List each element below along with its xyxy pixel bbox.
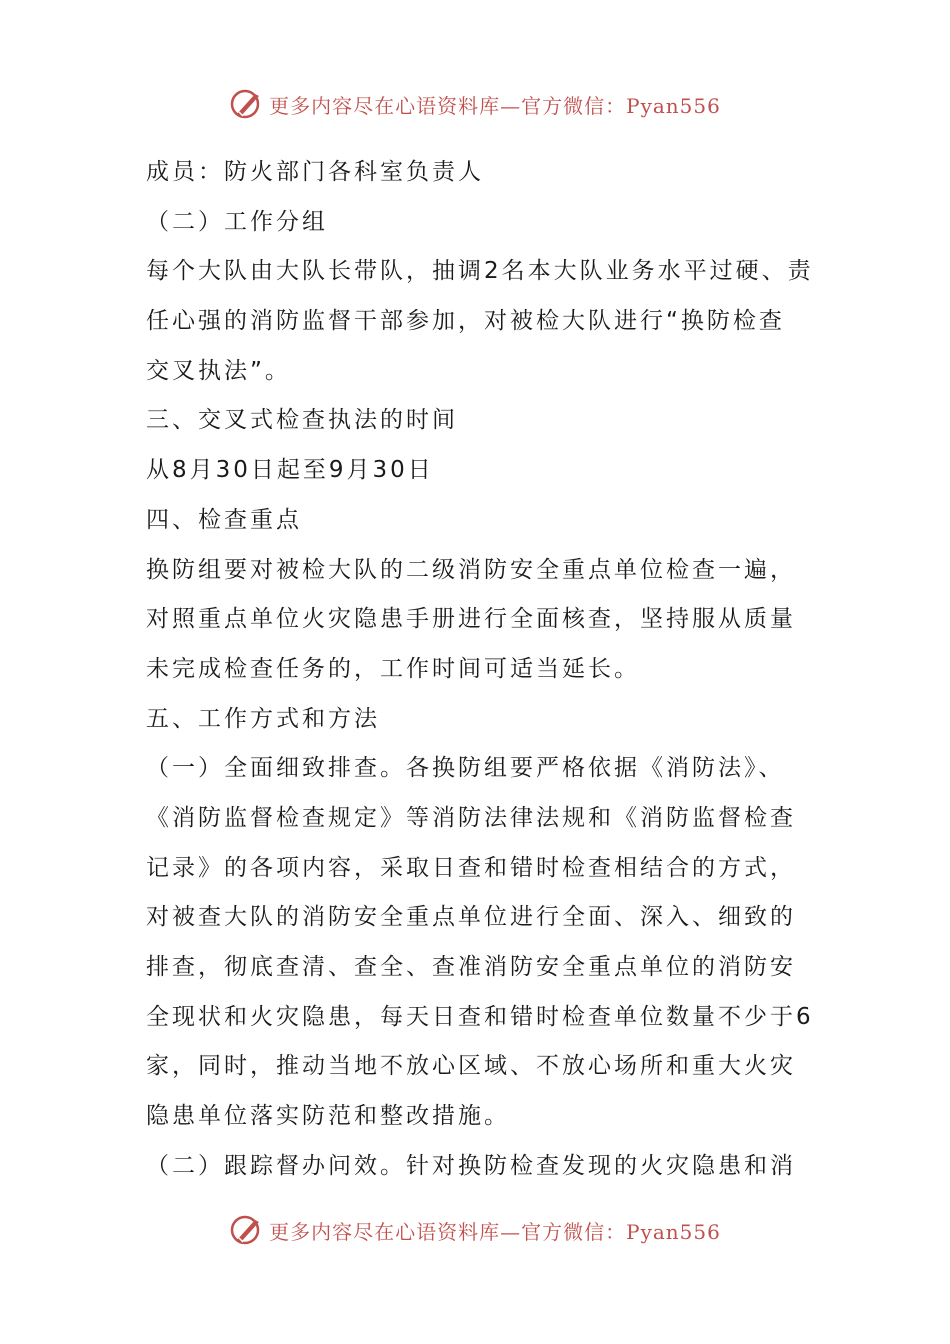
text-line: 四、检查重点 bbox=[146, 506, 302, 533]
header-banner bbox=[0, 84, 950, 124]
text-line: 全现状和火灾隐患，每天日查和错时检查单位数量不少于6 bbox=[146, 1003, 814, 1030]
text-line: 任心强的消防监督干部参加，对被检大队进行“换防检查 bbox=[146, 308, 785, 335]
text-line: 成员：防火部门各科室负责人 bbox=[146, 159, 484, 185]
text-line: （二）工作分组 bbox=[146, 208, 328, 235]
text-line: 交叉执法”。 bbox=[146, 357, 291, 384]
text-line: 排查，彻底查清、查全、查准消防安全重点单位的消防安 bbox=[146, 954, 796, 980]
text-line: 每个大队由大队长带队，抽调2名本大队业务水平过硬、责 bbox=[146, 258, 814, 285]
banner-text: 更多内容尽在心语资料库—官方微信：Pyan556 bbox=[269, 1219, 721, 1244]
text-line: 从8月30日起至9月30日 bbox=[146, 457, 434, 484]
text-line: 五、工作方式和方法 bbox=[146, 705, 380, 732]
text-line: 三、交叉式检查执法的时间 bbox=[146, 407, 458, 434]
text-line: 记录》的各项内容，采取日查和错时检查相结合的方式， bbox=[146, 854, 796, 881]
text-line: （一）全面细致排查。各换防组要严格依据《消防法》、 bbox=[146, 755, 785, 782]
text-line: 换防组要对被检大队的二级消防安全重点单位检查一遍， bbox=[146, 556, 796, 583]
text-line: 未完成检查任务的，工作时间可适当延长。 bbox=[146, 655, 640, 682]
document-body bbox=[146, 148, 816, 1191]
banner-text: 更多内容尽在心语资料库—官方微信：Pyan556 bbox=[269, 93, 721, 118]
text-line: 对被查大队的消防安全重点单位进行全面、深入、细致的 bbox=[146, 904, 796, 931]
pen-logo-icon bbox=[229, 1212, 265, 1248]
footer-banner bbox=[0, 1210, 950, 1250]
text-line: 隐患单位落实防范和整改措施。 bbox=[146, 1103, 510, 1130]
pen-logo-icon bbox=[229, 86, 265, 122]
text-line: 《消防监督检查规定》等消防法律法规和《消防监督检查 bbox=[146, 804, 796, 831]
text-line: 对照重点单位火灾隐患手册进行全面核查，坚持服从质量 bbox=[146, 606, 796, 633]
text-line: 家，同时，推动当地不放心区域、不放心场所和重大火灾 bbox=[146, 1053, 796, 1080]
text-line: （二）跟踪督办问效。针对换防检查发现的火灾隐患和消 bbox=[146, 1152, 796, 1179]
